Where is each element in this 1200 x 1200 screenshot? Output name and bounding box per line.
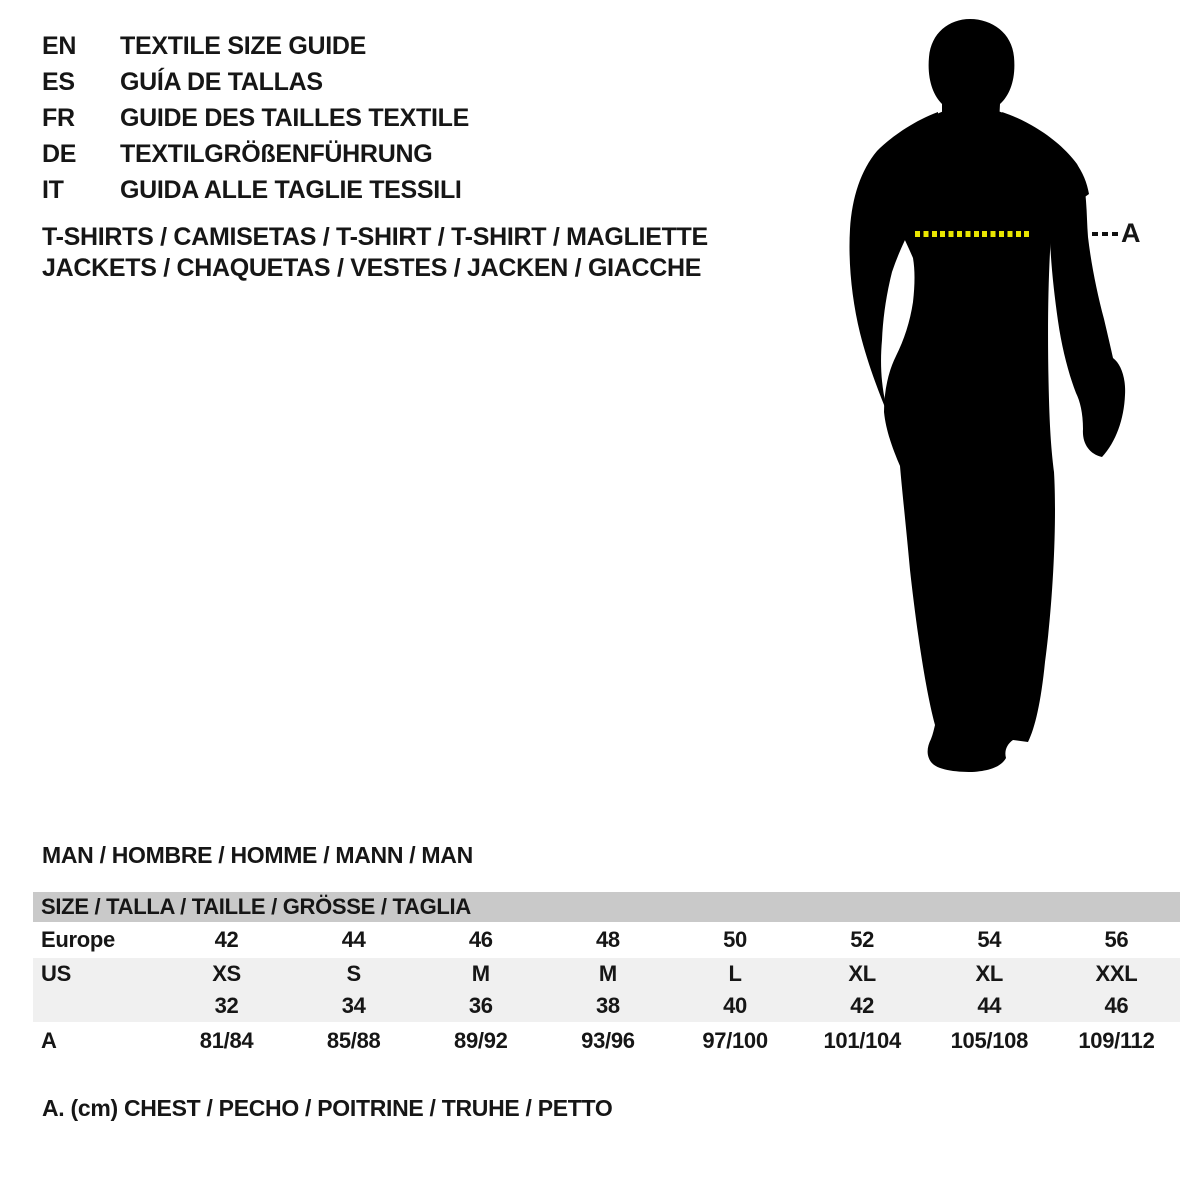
section-heading-man: MAN / HOMBRE / HOMME / MANN / MAN (42, 842, 473, 868)
language-code: FR (42, 104, 75, 132)
table-cell: XL (975, 961, 1004, 986)
language-title: GUÍA DE TALLAS (120, 68, 323, 96)
table-cell: 44 (341, 927, 366, 952)
language-list (42, 28, 469, 208)
table-cell: XS (212, 961, 241, 986)
table-cell: 38 (596, 993, 620, 1018)
table-row-uk (33, 990, 1180, 1022)
table-cell: 109/112 (1078, 1027, 1155, 1053)
table-cell: 44 (977, 993, 1002, 1018)
table-cell: L (728, 961, 742, 986)
table-cell: 105/108 (950, 1027, 1029, 1053)
table-cell: 93/96 (581, 1027, 635, 1053)
language-title: TEXTILE SIZE GUIDE (120, 32, 367, 60)
size-guide-figure (820, 0, 1200, 790)
category-line-tshirts: T-SHIRTS / CAMISETAS / T-SHIRT / T-SHIRT / MAGLIETTE (42, 223, 708, 251)
table-cell: 85/88 (326, 1027, 381, 1053)
row-label: A (41, 1027, 57, 1053)
table-cell: XL (848, 961, 876, 986)
table-cell: 36 (468, 993, 493, 1018)
table-cell: M (471, 961, 490, 986)
row-label: US (41, 961, 71, 986)
row-label: Europe (41, 927, 115, 952)
table-cell: 46 (1104, 993, 1129, 1018)
table-cell: XXL (1095, 961, 1138, 986)
language-row (42, 64, 469, 100)
table-cell: 42 (850, 993, 875, 1018)
language-title: GUIDA ALLE TAGLIE TESSILI (120, 176, 462, 204)
measurement-a-dash-line (1092, 232, 1118, 236)
table-cell: 48 (596, 927, 620, 952)
man-silhouette-icon (820, 0, 1200, 790)
table-row-europe (33, 922, 1180, 958)
size-table (33, 892, 1180, 1059)
table-cell: 89/92 (454, 1027, 508, 1053)
category-line-jackets: JACKETS / CHAQUETAS / VESTES / JACKEN / GIACCHE (42, 254, 702, 282)
table-cell: S (346, 961, 361, 986)
table-cell: 40 (723, 993, 747, 1018)
table-cell: M (598, 961, 617, 986)
table-cell: 97/100 (702, 1027, 768, 1053)
table-cell: 42 (214, 927, 239, 952)
table-cell: 32 (214, 993, 239, 1018)
chest-measurement-dotted-line (915, 231, 1032, 237)
table-cell: 101/104 (823, 1027, 901, 1053)
language-code: DE (42, 140, 77, 168)
table-row-us (33, 958, 1180, 990)
table-cell: 50 (723, 927, 747, 952)
table-cell: 54 (977, 927, 1002, 952)
language-row (42, 28, 469, 64)
language-code: IT (42, 176, 64, 204)
garment-categories (42, 222, 708, 284)
table-cell: 52 (850, 927, 875, 952)
table-cell: 56 (1104, 927, 1129, 952)
language-title: TEXTILGRÖßENFÜHRUNG (120, 140, 433, 168)
table-cell: 46 (468, 927, 493, 952)
language-code: EN (42, 32, 77, 60)
language-title: GUIDE DES TAILLES TEXTILE (120, 104, 470, 132)
table-row-chest-a (33, 1022, 1180, 1059)
language-row (42, 136, 469, 172)
measurement-label-a: A (1121, 218, 1141, 248)
table-cell: 81/84 (199, 1027, 254, 1053)
language-row (42, 172, 469, 208)
table-cell: 34 (341, 993, 366, 1018)
measurement-footnote: A. (cm) CHEST / PECHO / POITRINE / TRUHE / PETTO (42, 1095, 613, 1121)
language-code: ES (42, 68, 75, 96)
size-table-header: SIZE / TALLA / TAILLE / GRÖSSE / TAGLIA (33, 892, 1180, 922)
language-row (42, 100, 469, 136)
